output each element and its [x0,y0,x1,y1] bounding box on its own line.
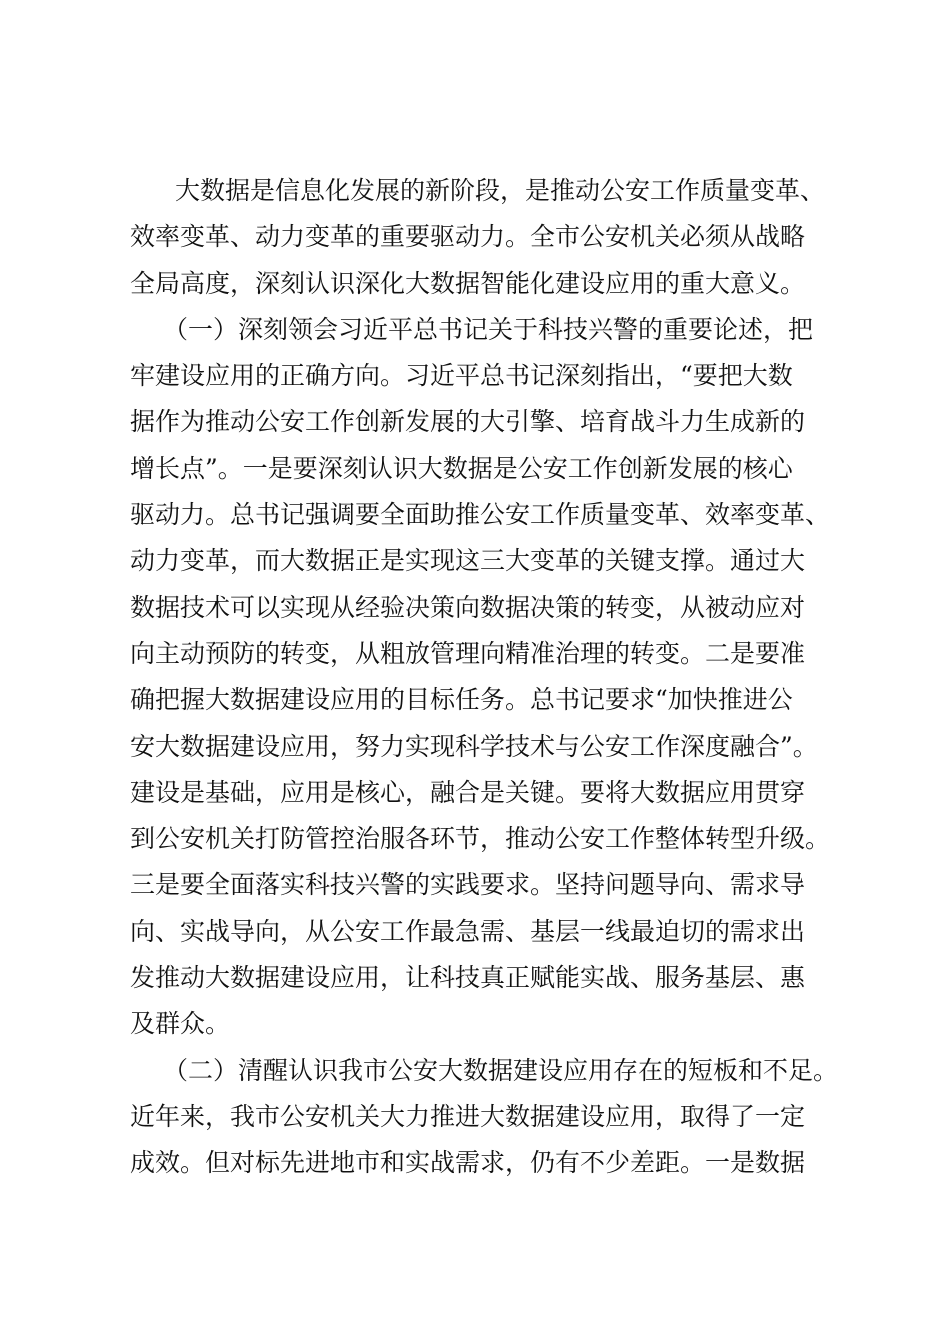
paragraph-1-line-3: 全局高度，深刻认识深化大数据智能化建设应用的重大意义。 [130,268,806,298]
paragraph-2-line-16: 及群众。 [130,1009,231,1039]
paragraph-2-line-11: 建设是基础，应用是核心，融合是关键。要将大数据应用贯穿 [130,777,806,807]
paragraph-2-line-12: 到公安机关打防管控治服各环节，推动公安工作整体转型升级。 [130,824,831,854]
paragraph-2-line-6: 动力变革，而大数据正是实现这三大变革的关键支撑。通过大 [130,546,806,576]
paragraph-3-line-3: 成效。但对标先进地市和实战需求，仍有不少差距。一是数据 [130,1148,806,1178]
paragraph-2-line-13: 三是要全面落实科技兴警的实践要求。坚持问题导向、需求导 [130,870,806,900]
paragraph-1-line-2: 效率变革、动力变革的重要驱动力。全市公安机关必须从战略 [130,222,806,252]
paragraph-2-line-15: 发推动大数据建设应用，让科技真正赋能实战、服务基层、惠 [130,963,806,993]
paragraph-2-line-5: 驱动力。总书记强调要全面助推公安工作质量变革、效率变革、 [130,500,831,530]
paragraph-2-line-8: 向主动预防的转变，从粗放管理向精准治理的转变。二是要准 [130,638,806,668]
paragraph-2-line-10: 安大数据建设应用，努力实现科学技术与公安工作深度融合”。 [130,731,818,761]
paragraph-2-line-4: 增长点”。一是要深刻认识大数据是公安工作创新发展的核心 [130,453,793,483]
document-body [130,168,839,1187]
paragraph-1-line-1: 大数据是信息化发展的新阶段，是推动公安工作质量变革、 [175,176,826,205]
paragraph-3-line-2: 近年来，我市公安机关大力推进大数据建设应用，取得了一定 [130,1101,806,1131]
paragraph-2-line-1: （一）深刻领会习近平总书记关于科技兴警的重要论述，把 [163,314,814,344]
paragraph-2-line-14: 向、实战导向，从公安工作最急需、基层一线最迫切的需求出 [130,916,806,946]
paragraph-2-line-7: 数据技术可以实现从经验决策向数据决策的转变，从被动应对 [130,592,806,622]
paragraph-2-line-9: 确把握大数据建设应用的目标任务。总书记要求“加快推进公 [130,685,793,715]
paragraph-3-line-1: （二）清醒认识我市公安大数据建设应用存在的短板和不足。 [163,1055,839,1085]
paragraph-2-line-3: 据作为推动公安工作创新发展的大引擎、培育战斗力生成新的 [130,407,806,437]
paragraph-2-line-2: 牢建设应用的正确方向。习近平总书记深刻指出，“要把大数 [130,361,793,391]
